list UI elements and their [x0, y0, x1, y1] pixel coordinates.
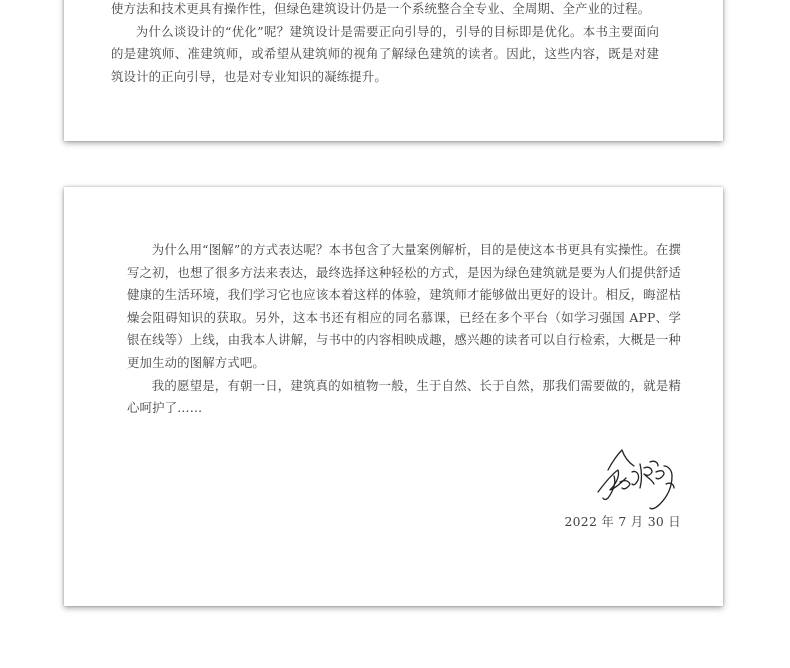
paragraph-illustration: 为什么用“图解”的方式表达呢？本书包含了大量案例解析，目的是使这本书更具有实操性。在撰写之初，也想了很多方法来表达，最终选择这种轻松的方式，是因为绿色建筑就是要为人们提供舒适健康的生活环境，我们学习它也应该本着这样的体验，建筑师才能够做出更好的设计。相反，晦涩枯燥会阻碍知识的获取。另外，这本书还有相应的同名慕课，已经在多个平台（如学习强国 APP、学银在线等）上线，由我本人讲解，与书中的内容相映成趣，感兴趣的读者可以自行检索，大概是一种更加生动的图解方式吧。: [127, 242, 681, 370]
handwritten-signature: [594, 444, 684, 516]
paragraph-continuation: 使方法和技术更具有操作性，但绿色建筑设计仍是一个系统整合全专业、全周期、全产业的过程。: [111, 1, 651, 16]
paragraph-wish: 我的愿望是，有朝一日，建筑真的如植物一般，生于自然、长于自然，那我们需要做的，就是精心呵护了……: [127, 377, 681, 416]
signature-date: 2022 年 7 月 30 日: [564, 514, 681, 529]
page-bottom-text: [127, 239, 681, 420]
book-page-top: [64, 0, 723, 141]
paragraph-optimization: 为什么谈设计的“优化”呢？建筑设计是需要正向引导的，引导的目标即是优化。本书主要面向的是建筑师、准建筑师，或希望从建筑师的视角了解绿色建筑的读者。因此，这些内容，既是对建筑设计的正向引导，也是对专业知识的凝练提升。: [111, 23, 659, 84]
book-page-bottom: [64, 187, 723, 606]
page-top-text: [111, 0, 659, 88]
